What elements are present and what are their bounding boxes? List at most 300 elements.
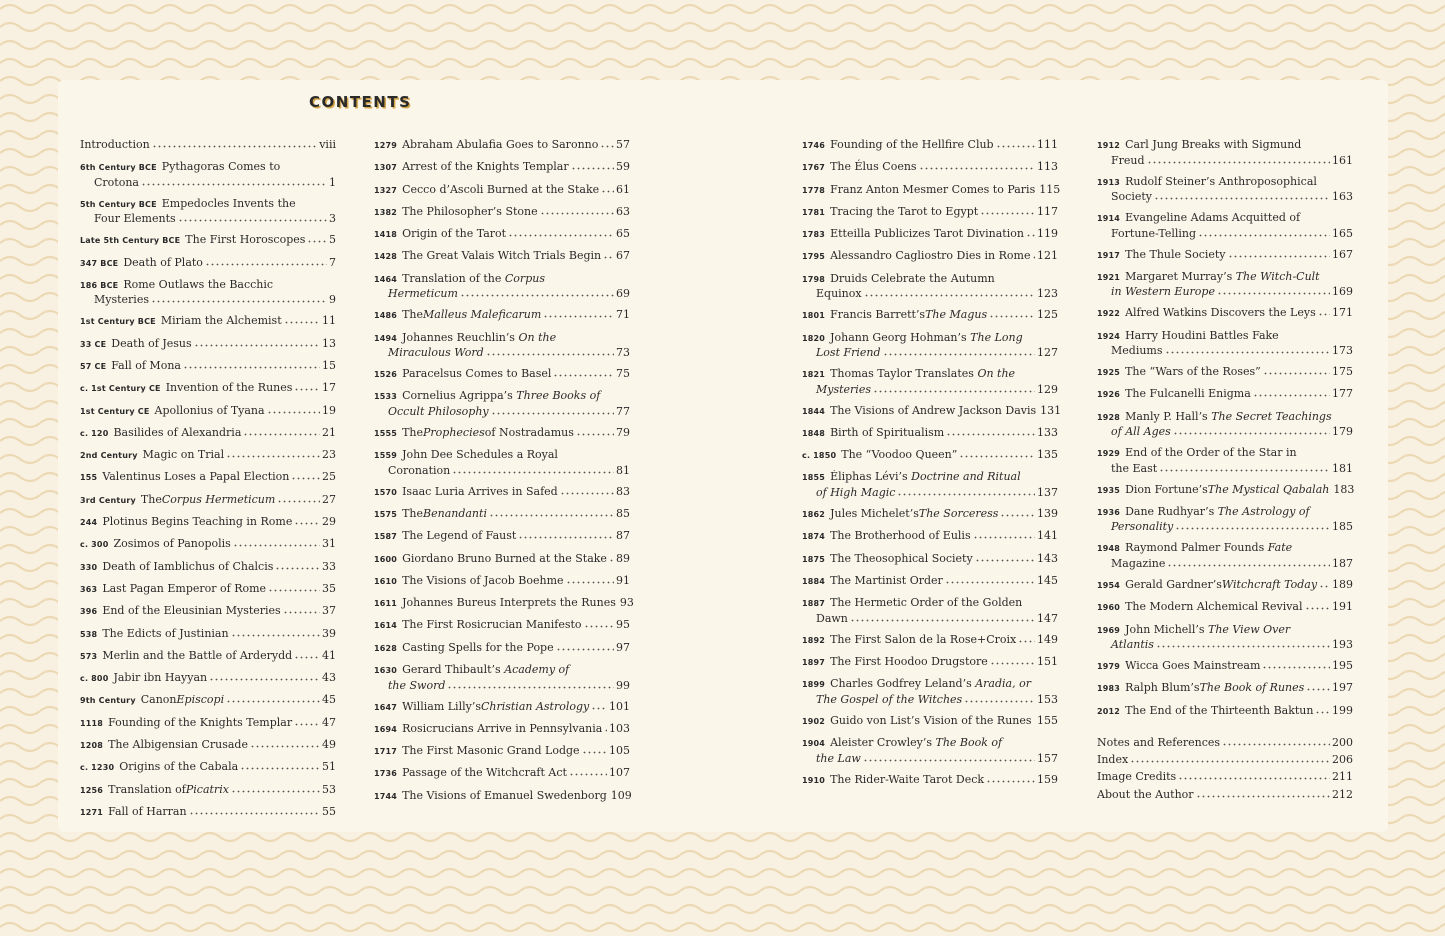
entry-title: Dion Fortune’s (1125, 482, 1208, 496)
entry-title: Death of Iamblichus of Chalcis (102, 559, 274, 573)
entry-line (80, 381, 336, 397)
page-number: 83 (616, 484, 630, 498)
entry-date: 1570 (374, 487, 398, 497)
toc-entry[interactable] (1097, 175, 1353, 212)
dot-leader (243, 426, 320, 436)
dot-leader (460, 287, 614, 297)
toc-entry[interactable] (1097, 659, 1353, 681)
toc-entry[interactable] (802, 773, 1058, 795)
entry-title: The First Horoscopes (185, 233, 306, 247)
page-number: 206 (1332, 753, 1353, 767)
entry-title: Death of Plato (123, 255, 203, 269)
dot-leader (1154, 190, 1330, 200)
entry-date: 1902 (802, 716, 826, 726)
toc-entry[interactable] (1097, 387, 1353, 409)
toc-entry[interactable] (1097, 681, 1353, 703)
page-number: 129 (1037, 382, 1058, 396)
entry-line (374, 183, 630, 199)
page-number: 101 (609, 699, 630, 713)
entry-title-continuation (1097, 557, 1353, 572)
entry-date: 1884 (802, 576, 826, 586)
entry-line (80, 537, 336, 553)
toc-entry[interactable] (374, 160, 630, 182)
toc-entry[interactable] (374, 618, 630, 640)
toc-entry[interactable] (1097, 329, 1353, 366)
page-number: 5 (329, 233, 336, 247)
toc-entry[interactable] (374, 367, 630, 389)
entry-line (1097, 365, 1353, 381)
entry-line (1097, 600, 1353, 616)
dot-leader (959, 448, 1035, 458)
entry-title: Origins of the Cabala (119, 760, 239, 774)
entry-title-line (374, 389, 630, 405)
toc-entry[interactable] (374, 552, 630, 574)
entry-title-line (1097, 623, 1353, 639)
entry-line (802, 426, 1058, 442)
entry-date: 1494 (374, 333, 398, 343)
entry-date: 1256 (80, 785, 104, 795)
toc-entry[interactable] (374, 766, 630, 788)
toc-entry[interactable] (1097, 211, 1353, 248)
entry-date: 2nd Century (80, 451, 138, 461)
page-number: 113 (1037, 160, 1058, 174)
entry-date: 1486 (374, 311, 398, 321)
entry-date: 347 BCE (80, 258, 119, 268)
toc-entry[interactable] (1097, 248, 1353, 270)
toc-entry[interactable] (80, 448, 336, 470)
entry-line (80, 256, 336, 272)
entry-title: the East (1111, 461, 1158, 475)
toc-entry[interactable] (80, 404, 336, 426)
entry-title: Wicca Goes Mainstream (1125, 659, 1261, 673)
entry-title: Éliphas Lévi’s (830, 470, 912, 484)
toc-entry[interactable] (802, 655, 1058, 677)
entry-date: 1921 (1097, 272, 1121, 282)
entry-title: The First Salon de la Rose+Croix (830, 632, 1017, 646)
dot-leader (1196, 788, 1330, 798)
toc-entry[interactable] (1097, 623, 1353, 660)
entry-title: Johannes Reuchlin’s (402, 330, 519, 344)
toc-entry[interactable] (80, 381, 336, 403)
toc-entry[interactable] (802, 138, 1058, 160)
toc-entry[interactable] (374, 596, 634, 618)
toc-entry[interactable] (80, 493, 336, 515)
toc-entry[interactable] (374, 272, 630, 309)
entry-title: The Theosophical Society (830, 551, 973, 565)
toc-entry[interactable] (1097, 365, 1353, 387)
toc-entry[interactable] (80, 197, 336, 234)
entry-line (374, 249, 630, 265)
toc-entry[interactable] (1097, 306, 1353, 328)
entry-date: 1897 (802, 657, 826, 667)
page-number: 143 (1037, 551, 1058, 565)
entry-date: 1279 (374, 141, 398, 150)
entry-date: 1781 (802, 207, 826, 217)
dot-leader (1318, 306, 1330, 316)
dot-leader (1026, 227, 1035, 237)
toc-entry[interactable] (374, 138, 630, 160)
entry-date: 1783 (802, 230, 826, 240)
toc-entry[interactable] (802, 308, 1058, 330)
dot-leader (609, 552, 614, 562)
dot-leader (1167, 557, 1330, 567)
entry-date: c. 800 (80, 674, 109, 684)
toc-entry[interactable] (374, 308, 630, 330)
dot-leader (600, 138, 614, 148)
toc-entry[interactable] (1097, 704, 1353, 726)
page-number: 153 (1037, 692, 1058, 706)
toc-entry[interactable] (802, 249, 1058, 271)
entry-line (1097, 483, 1353, 499)
page-number: 145 (1037, 573, 1058, 587)
toc-entry[interactable] (802, 160, 1058, 182)
page-number: 31 (322, 537, 336, 551)
entry-title-italic: On the (518, 330, 557, 344)
entry-title: Merlin and the Battle of Arderydd (102, 648, 293, 662)
toc-entry[interactable] (80, 693, 336, 715)
entry-date: 1464 (374, 274, 398, 284)
toc-entry[interactable] (80, 278, 336, 315)
entry-line (374, 574, 630, 590)
dot-leader (591, 700, 607, 710)
dot-leader (1262, 659, 1330, 669)
toc-entry[interactable] (374, 574, 630, 596)
entry-date: 1746 (802, 141, 826, 150)
entry-title: Harry Houdini Battles Fake (1125, 328, 1279, 342)
entry-date: 1736 (374, 769, 398, 779)
dot-leader (1178, 770, 1330, 780)
page-number: 93 (619, 596, 634, 610)
toc-entry[interactable] (802, 403, 1062, 426)
entry-date: 1910 (802, 775, 826, 785)
entry-date: 1559 (374, 451, 398, 461)
dot-leader (226, 693, 320, 703)
toc-entry[interactable] (80, 537, 336, 559)
toc-entry[interactable] (80, 805, 336, 827)
entry-title: Rosicrucians Arrive in Pennsylvania (402, 721, 603, 735)
toc-entry[interactable] (802, 596, 1058, 633)
toc-entry[interactable] (802, 677, 1058, 714)
entry-title-italic: The Witch-Cult (1235, 269, 1320, 283)
entry-title: William Lilly’s (402, 699, 481, 713)
page-number: 97 (616, 640, 630, 654)
entry-title: Etteilla Publicizes Tarot Divination (830, 227, 1024, 241)
toc-entry[interactable] (802, 205, 1058, 227)
dot-leader (189, 805, 320, 815)
entry-title: The Philosopher’s Stone (402, 204, 538, 218)
toc-entry[interactable] (802, 552, 1058, 574)
toc-entry[interactable] (80, 138, 336, 160)
toc-entry[interactable] (374, 789, 630, 811)
entry-date: 1778 (802, 185, 826, 195)
entry-title: Jules Michelet’s (830, 506, 919, 520)
page-number: 149 (1037, 632, 1058, 646)
entry-date: 2012 (1097, 706, 1121, 716)
toc-entry[interactable] (1097, 753, 1353, 770)
entry-title: Invention of the Runes (165, 381, 293, 395)
dot-leader (267, 404, 320, 414)
entry-title: End of the Eleusinian Mysteries (102, 604, 281, 618)
dot-leader (205, 256, 327, 266)
entry-title: John Michell’s (1125, 622, 1208, 636)
toc-entry[interactable] (80, 160, 336, 197)
toc-entry[interactable] (80, 604, 336, 626)
entry-title-line (802, 331, 1058, 347)
toc-entry[interactable] (1097, 410, 1353, 447)
entry-title: Translation of (108, 782, 186, 796)
toc-entry[interactable] (1097, 138, 1353, 175)
entry-date: 1874 (802, 532, 826, 542)
entry-title: The End of the Thirteenth Baktun (1125, 703, 1314, 717)
toc-entry[interactable] (1097, 446, 1353, 483)
entry-title: Founding of the Knights Templar (108, 715, 293, 729)
toc-entry[interactable] (1097, 541, 1353, 578)
entry-date: 1798 (802, 274, 826, 284)
page-number: 165 (1332, 226, 1353, 240)
toc-entry[interactable] (374, 249, 630, 271)
dot-leader (194, 337, 320, 347)
toc-entry[interactable] (80, 515, 336, 537)
page-number: 212 (1332, 787, 1353, 801)
toc-entry[interactable] (1097, 788, 1353, 805)
dot-leader (141, 176, 327, 186)
entry-title-italic: Atlantis (1111, 638, 1154, 652)
entry-title-italic: Three Books of (516, 389, 601, 403)
entry-date: 33 CE (80, 339, 107, 349)
entry-title-continuation (802, 612, 1058, 627)
entry-date: 1928 (1097, 412, 1121, 422)
toc-entry[interactable] (802, 633, 1058, 655)
entry-title-line (80, 160, 336, 176)
entry-date: 57 CE (80, 361, 107, 371)
dot-leader (1175, 520, 1330, 530)
entry-line (802, 507, 1058, 523)
entry-title: Birth of Spiritualism (830, 425, 945, 439)
toc-entry[interactable] (802, 272, 1058, 309)
toc-entry[interactable] (374, 641, 630, 663)
toc-entry[interactable] (1097, 770, 1353, 787)
entry-date: 9th Century (80, 696, 136, 706)
entry-title: The (402, 308, 424, 322)
entry-title-continuation (80, 212, 336, 227)
toc-entry[interactable] (1097, 505, 1353, 542)
entry-title-line (802, 367, 1058, 383)
toc-entry[interactable] (1097, 600, 1353, 622)
page-number: 79 (616, 425, 630, 439)
page-number: 127 (1037, 346, 1058, 360)
dot-leader (1319, 578, 1330, 588)
toc-entry[interactable] (80, 359, 336, 381)
entry-line (374, 529, 630, 545)
toc-entry[interactable] (802, 507, 1058, 529)
page-number: 131 (1040, 403, 1062, 417)
toc-entry[interactable] (80, 671, 336, 693)
toc-entry[interactable] (80, 760, 336, 782)
entry-title-line (374, 448, 630, 464)
dot-leader (447, 679, 614, 689)
entry-line (1097, 770, 1353, 785)
page-number: 45 (322, 693, 336, 707)
entry-title-italic: Prophecies (423, 425, 485, 439)
toc-entry[interactable] (374, 331, 630, 368)
toc-entry[interactable] (80, 582, 336, 604)
toc-entry[interactable] (802, 331, 1058, 368)
entry-title: The “Wars of the Roses” (1125, 365, 1261, 379)
toc-entry[interactable] (80, 337, 336, 359)
entry-title-line (80, 278, 336, 294)
toc-entry[interactable] (374, 722, 630, 744)
toc-entry[interactable] (80, 470, 336, 492)
entry-date: 1844 (802, 406, 826, 416)
dot-leader (1173, 425, 1330, 435)
entry-date: 1533 (374, 392, 398, 402)
page-number: 33 (322, 559, 336, 573)
entry-line (80, 582, 336, 598)
toc-entry[interactable] (374, 663, 630, 700)
toc-entry[interactable] (802, 182, 1061, 205)
toc-entry[interactable] (80, 560, 336, 582)
entry-line (1097, 387, 1353, 403)
entry-title: The Modern Alchemical Revival (1125, 600, 1303, 614)
dot-leader (560, 485, 614, 495)
entry-date: 155 (80, 473, 98, 483)
entry-title: The Edicts of Justinian (102, 626, 229, 640)
page-number: 183 (1333, 482, 1355, 496)
toc-entry[interactable] (80, 314, 336, 336)
entry-title: Mysteries (94, 293, 149, 307)
entry-title: Francis Barrett’s (830, 308, 926, 322)
dot-leader (973, 529, 1035, 539)
page-number: 27 (322, 492, 336, 506)
entry-date: 1611 (374, 599, 398, 609)
entry-date: 1382 (374, 207, 398, 217)
toc-entry[interactable] (80, 649, 336, 671)
page-number: 75 (616, 367, 630, 381)
page-number: 171 (1332, 306, 1353, 320)
entry-title: Image Credits (1097, 770, 1177, 784)
toc-entry[interactable] (80, 627, 336, 649)
dot-leader (1228, 248, 1330, 258)
toc-entry[interactable] (80, 426, 336, 448)
entry-date: 1614 (374, 621, 398, 631)
toc-entry[interactable] (80, 783, 336, 805)
toc-entry[interactable] (374, 426, 630, 448)
toc-entry[interactable] (374, 183, 630, 205)
toc-entry[interactable] (374, 227, 630, 249)
dot-leader (294, 381, 320, 391)
toc-entry[interactable] (802, 227, 1058, 249)
page-number: 163 (1332, 190, 1353, 203)
entry-line (80, 493, 336, 509)
toc-entry[interactable] (1097, 483, 1353, 505)
entry-title: The (140, 492, 162, 506)
toc-entry[interactable] (374, 507, 630, 529)
dot-leader (863, 752, 1035, 762)
toc-entry[interactable] (802, 448, 1058, 470)
entry-date: 1630 (374, 666, 398, 676)
entry-line (80, 649, 336, 665)
entry-title: Coronation (388, 463, 451, 477)
dot-leader (584, 618, 614, 628)
toc-entry[interactable] (374, 205, 630, 227)
page-number: 191 (1332, 600, 1353, 614)
entry-date: 244 (80, 518, 98, 528)
toc-entry[interactable] (802, 736, 1058, 773)
toc-entry[interactable] (1097, 270, 1353, 307)
page-number: 43 (322, 671, 336, 685)
entry-line (374, 426, 630, 442)
entry-title-line (1097, 541, 1353, 557)
toc-entry[interactable] (80, 256, 336, 278)
entry-line (1097, 704, 1353, 720)
entry-line (802, 403, 1062, 420)
entry-title: Paracelsus Comes to Basel (402, 367, 552, 381)
toc-entry[interactable] (80, 233, 336, 255)
entry-date: 1936 (1097, 507, 1121, 517)
page-number: 85 (616, 506, 630, 520)
toc-entry[interactable] (374, 448, 630, 485)
entry-line (1097, 753, 1353, 768)
page-number: 167 (1332, 247, 1353, 261)
toc-entry[interactable] (80, 716, 336, 738)
toc-entry[interactable] (802, 470, 1058, 507)
entry-date: 1855 (802, 473, 826, 483)
entry-title-line (1097, 175, 1353, 191)
entry-date: 1694 (374, 724, 398, 734)
toc-entry[interactable] (374, 700, 630, 722)
toc-entry[interactable] (374, 744, 630, 766)
entry-title-italic: Malleus Maleficarum (423, 308, 542, 322)
entry-date: 1969 (1097, 625, 1121, 635)
dot-leader (250, 738, 320, 748)
toc-entry[interactable] (1097, 736, 1353, 753)
toc-entry[interactable] (802, 574, 1058, 596)
page-number: 185 (1332, 520, 1353, 534)
page-number: 63 (616, 204, 630, 218)
page-number: 81 (616, 463, 630, 477)
dot-leader (489, 507, 614, 517)
dot-leader (491, 405, 614, 415)
entry-line (374, 641, 630, 657)
dot-leader (268, 582, 320, 592)
page-number: 161 (1332, 153, 1353, 167)
entry-line (80, 805, 336, 821)
page-number: 19 (322, 403, 336, 417)
entry-line (802, 529, 1058, 545)
entry-title: The Brotherhood of Eulis (830, 529, 971, 543)
toc-entry[interactable] (802, 367, 1058, 404)
entry-date: 538 (80, 629, 98, 639)
toc-entry[interactable] (374, 485, 630, 507)
entry-title: Introduction (80, 138, 150, 151)
dot-leader (294, 515, 320, 525)
toc-entry[interactable] (374, 529, 630, 551)
entry-title-italic: Episcopi (176, 693, 225, 707)
entry-date: 1st Century BCE (80, 317, 156, 327)
toc-entry[interactable] (802, 529, 1058, 551)
toc-entry[interactable] (1097, 578, 1353, 600)
toc-entry[interactable] (802, 426, 1058, 448)
toc-entry[interactable] (802, 714, 1058, 736)
toc-entry[interactable] (374, 389, 630, 426)
page-number: 173 (1332, 344, 1353, 358)
entry-date: 1887 (802, 599, 826, 609)
entry-title-line (1097, 329, 1353, 345)
toc-entry[interactable] (80, 738, 336, 760)
entry-title-continuation (374, 679, 630, 694)
entry-title: The Legend of Faust (402, 529, 517, 543)
page-number: 71 (616, 308, 630, 322)
